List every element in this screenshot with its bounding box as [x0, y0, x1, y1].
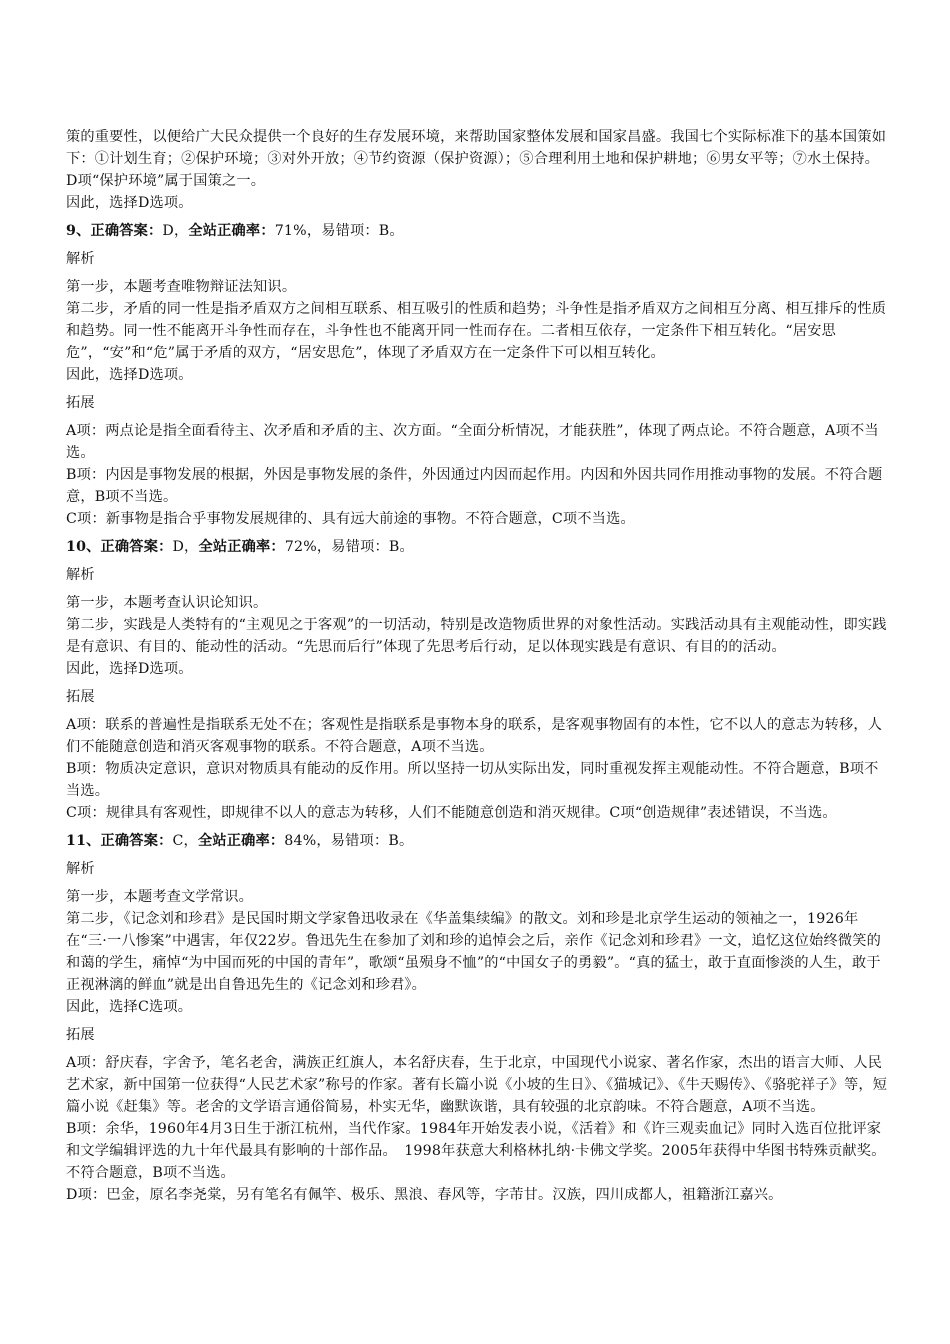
analysis-step-2: 第二步，实践是人类特有的“主观见之于客观”的一切活动，特别是改造物质世界的对象性活动。实践活动具有主观能动性，即实践是有意识、有目的、能动性的活动。“先思而后行”体现了先思考后行动，足以体现实践是有意识、有目的的活动。 — [66, 617, 887, 655]
analysis-label: 解析 — [66, 567, 95, 583]
answer-heading — [66, 830, 888, 852]
intro-conclusion: 因此，选择D选项。 — [66, 195, 193, 211]
document-page — [66, 126, 888, 1206]
answer-label: 9、正确答案： — [66, 223, 163, 239]
analysis-conclusion: 因此，选择D选项。 — [66, 661, 193, 677]
question-11 — [66, 830, 888, 1206]
analysis-step-1: 第一步，本题考查唯物辩证法知识。 — [66, 279, 297, 295]
extension-item-a: A项：联系的普遍性是指联系无处不在；客观性是指联系是事物本身的联系，是客观事物固有的本性，它不以人的意志为转移，人们不能随意创造和消灭客观事物的联系。不符合题意，A项不当选。 — [66, 717, 883, 755]
answer-value: C， — [172, 833, 198, 849]
extension-item-a: A项：两点论是指全面看待主、次矛盾和矛盾的主、次方面。“全面分析情况，才能获胜”，体现了两点论。不符合题意，A项不当选。 — [66, 423, 879, 461]
analysis-step-1: 第一步，本题考查文学常识。 — [66, 889, 254, 905]
analysis-conclusion: 因此，选择D选项。 — [66, 367, 193, 383]
rate-label: 全站正确率： — [198, 539, 285, 555]
rate-label: 全站正确率： — [188, 223, 275, 239]
extension-label: 拓展 — [66, 689, 95, 705]
answer-heading — [66, 220, 888, 242]
extension-item-c: C项：规律具有客观性，即规律不以人的意志为转移，人们不能随意创造和消灭规律。C项“创造规律”表述错误，不当选。 — [66, 805, 837, 821]
analysis-label: 解析 — [66, 251, 95, 267]
question-9 — [66, 220, 888, 530]
rate-value: 72%，易错项：B。 — [284, 539, 414, 555]
question-10 — [66, 536, 888, 824]
answer-value: D， — [162, 223, 189, 239]
answer-value: D， — [172, 539, 199, 555]
answer-heading — [66, 536, 888, 558]
answer-label: 10、正确答案： — [66, 539, 173, 555]
analysis-conclusion: 因此，选择C选项。 — [66, 999, 193, 1015]
intro-section — [66, 126, 888, 214]
rate-value: 84%，易错项：B。 — [284, 833, 414, 849]
analysis-step-2: 第二步，《记念刘和珍君》是民国时期文学家鲁迅收录在《华盖集续编》的散文。刘和珍是北京学生运动的领袖之一，1926年在“三·一八惨案”中遇害，年仅22岁。鲁迅先生在参加了刘和珍的追悼会之后，亲作《记念刘和珍君》一文，追忆这位始终微笑的和蔼的学生，痛悼“为中国而死的中国的青年”，歌颂“虽殒身不恤”的“中国女子的勇毅”。“真的猛士，敢于直面惨淡的人生，敢于正视淋漓的鲜血”就是出自鲁迅先生的《记念刘和珍君》。 — [66, 911, 881, 993]
analysis-step-2: 第二步，矛盾的同一性是指矛盾双方之间相互联系、相互吸引的性质和趋势；斗争性是指矛盾双方之间相互分离、相互排斥的性质和趋势。同一性不能离开斗争性而存在，斗争性也不能离开同一性而存在。二者相互依存，一定条件下相互转化。“居安思危”，“安”和“危”属于矛盾的双方，“居安思危”，体现了矛盾双方在一定条件下可以相互转化。 — [66, 301, 887, 361]
extension-item-b: B项：物质决定意识，意识对物质具有能动的反作用。所以坚持一切从实际出发，同时重视发挥主观能动性。不符合题意，B项不当选。 — [66, 761, 879, 799]
extension-item-c: C项：新事物是指合乎事物发展规律的、具有远大前途的事物。不符合题意，C项不当选。 — [66, 511, 635, 527]
intro-paragraph: 策的重要性，以便给广大民众提供一个良好的生存发展环境，来帮助国家整体发展和国家昌盛。我国七个实际标准下的基本国策如下：①计划生育；②保护环境；③对外开放；④节约资源（保护资源）；⑤合理利用土地和保护耕地；⑥男女平等；⑦水土保持。D项“保护环境”属于国策之一。 — [66, 129, 887, 189]
extension-label: 拓展 — [66, 1027, 95, 1043]
extension-item-b: B项：内因是事物发展的根据，外因是事物发展的条件，外因通过内因而起作用。内因和外因共同作用推动事物的发展。不符合题意，B项不当选。 — [66, 467, 883, 505]
extension-item-d: D项：巴金，原名李尧棠，另有笔名有佩竿、极乐、黑浪、春风等，字芾甘。汉族，四川成都人，祖籍浙江嘉兴。 — [66, 1187, 783, 1203]
extension-item-b: B项：余华，1960年4月3日生于浙江杭州，当代作家。1984年开始发表小说，《活着》和《许三观卖血记》同时入选百位批评家和文学编辑评选的九十年代最具有影响的十部作品。 1998年获意大利格林扎纳·卡佛文学奖。2005年获得中华图书特殊贡献奖。不符合题意，B项不当选。 — [66, 1121, 886, 1181]
extension-item-a: A项：舒庆春，字舍予，笔名老舍，满族正红旗人，本名舒庆春，生于北京，中国现代小说家、著名作家，杰出的语言大师、人民艺术家，新中国第一位获得“人民艺术家”称号的作家。著有长篇小说《小坡的生日》、《猫城记》、《牛天赐传》、《骆驼祥子》等，短篇小说《赶集》等。老舍的文学语言通俗简易，朴实无华，幽默诙谐，具有较强的北京韵味。不符合题意，A项不当选。 — [66, 1055, 888, 1115]
rate-label: 全站正确率： — [197, 833, 285, 849]
answer-label: 11、正确答案： — [66, 833, 173, 849]
rate-value: 71%，易错项：B。 — [274, 223, 404, 239]
analysis-label: 解析 — [66, 861, 95, 877]
extension-label: 拓展 — [66, 395, 95, 411]
analysis-step-1: 第一步，本题考查认识论知识。 — [66, 595, 268, 611]
